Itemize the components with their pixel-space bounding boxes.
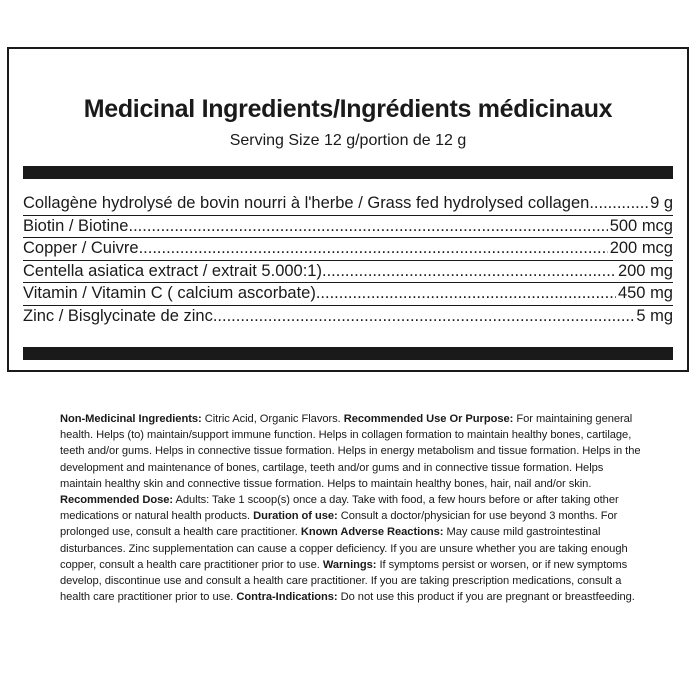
contra-indications-text: Do not use this product if you are pregnant or breastfeeding. <box>337 591 635 604</box>
ingredient-name: Collagène hydrolysé de bovin nourri à l'herbe / Grass fed hydrolysed collagen <box>23 194 590 212</box>
leader-dots <box>589 193 648 213</box>
ingredient-amount: 500 mcg <box>609 216 673 235</box>
non-medicinal-label: Non-Medicinal Ingredients: <box>60 413 202 425</box>
panel-title: Medicinal Ingredients/Ingrédients médicinaux <box>83 95 613 123</box>
non-medicinal-text: Citric Acid, Organic Flavors. <box>201 413 344 425</box>
ingredient-amount: 9 g <box>650 194 673 212</box>
ingredient-row <box>23 216 673 239</box>
medicinal-ingredients-panel <box>7 47 689 372</box>
adverse-reactions-label: Known Adverse Reactions: <box>300 526 444 539</box>
ingredient-amount: 5 mg <box>636 306 673 325</box>
serving-size: Serving Size 12 g/portion de 12 g <box>229 132 467 149</box>
ingredient-amount: 450 mg <box>617 284 673 302</box>
warnings-text: If symptoms persist or worsen, or if new symptoms develop, discontinue use and consult a health care practitioner. If you are taking prescription medications, consult a health care practitioner prior to use. <box>60 558 628 604</box>
contra-indications-label: Contra-Indications: <box>236 591 338 604</box>
ingredient-row <box>23 238 673 261</box>
leader-dots <box>128 216 607 236</box>
ingredient-row <box>23 283 673 306</box>
ingredient-name: Centella asiatica extract / extrait 5.000:1) <box>23 261 322 280</box>
recommended-use-label: Recommended Use Or Purpose: <box>343 413 514 425</box>
bottom-thick-rule <box>23 347 673 360</box>
leader-dots <box>213 306 634 326</box>
ingredient-name: Zinc / Bisglycinate de zinc <box>23 306 213 325</box>
ingredient-name: Biotin / Biotine <box>23 216 129 235</box>
product-information-text <box>60 411 644 605</box>
ingredient-row <box>23 306 673 329</box>
leader-dots <box>139 238 608 258</box>
ingredient-name: Vitamin / Vitamin C ( calcium ascorbate) <box>23 284 316 302</box>
top-thick-rule <box>23 166 673 179</box>
recommended-dose-label: Recommended Dose: <box>60 494 174 507</box>
adverse-reactions-text: May cause mild gastrointestinal disturbances. Zinc supplementation can cause a copper deficiency. If you are unsure whether you are taking enough copper, consult a health care practitioner prior to use. <box>60 526 628 571</box>
duration-label: Duration of use: <box>253 510 338 523</box>
ingredient-list <box>23 193 673 328</box>
ingredient-row <box>23 261 673 284</box>
warnings-label: Warnings: <box>322 558 377 571</box>
duration-text: Consult a doctor/physician for use beyond 3 months. For prolonged use, consult a health care practitioner. <box>60 510 618 539</box>
recommended-use-text: For maintaining general health. Helps (to) maintain/support immune function. Helps in collagen formation to maintain healthy bones, cartilage, teeth and/or gums. Helps in connective tissue formation. Helps in energy metabolism and tissue formation. Helps in the development and maintenance of bones, cartilage, teeth and/or gums and in connective tissue formation. Helps maintain healthy skin and connective tissue formation. Helps to maintain healthy bones, hair, nail and/or skin. <box>60 413 641 490</box>
ingredient-row <box>23 193 673 216</box>
leader-dots <box>322 261 616 281</box>
ingredient-amount: 200 mg <box>617 261 673 280</box>
ingredient-name: Copper / Cuivre <box>23 239 139 257</box>
leader-dots <box>316 283 616 303</box>
ingredient-amount: 200 mcg <box>609 239 673 257</box>
recommended-dose-text: Adults: Take 1 scoop(s) once a day. Take with food, a few hours before or after taking other medications or natural health products. <box>60 494 619 523</box>
